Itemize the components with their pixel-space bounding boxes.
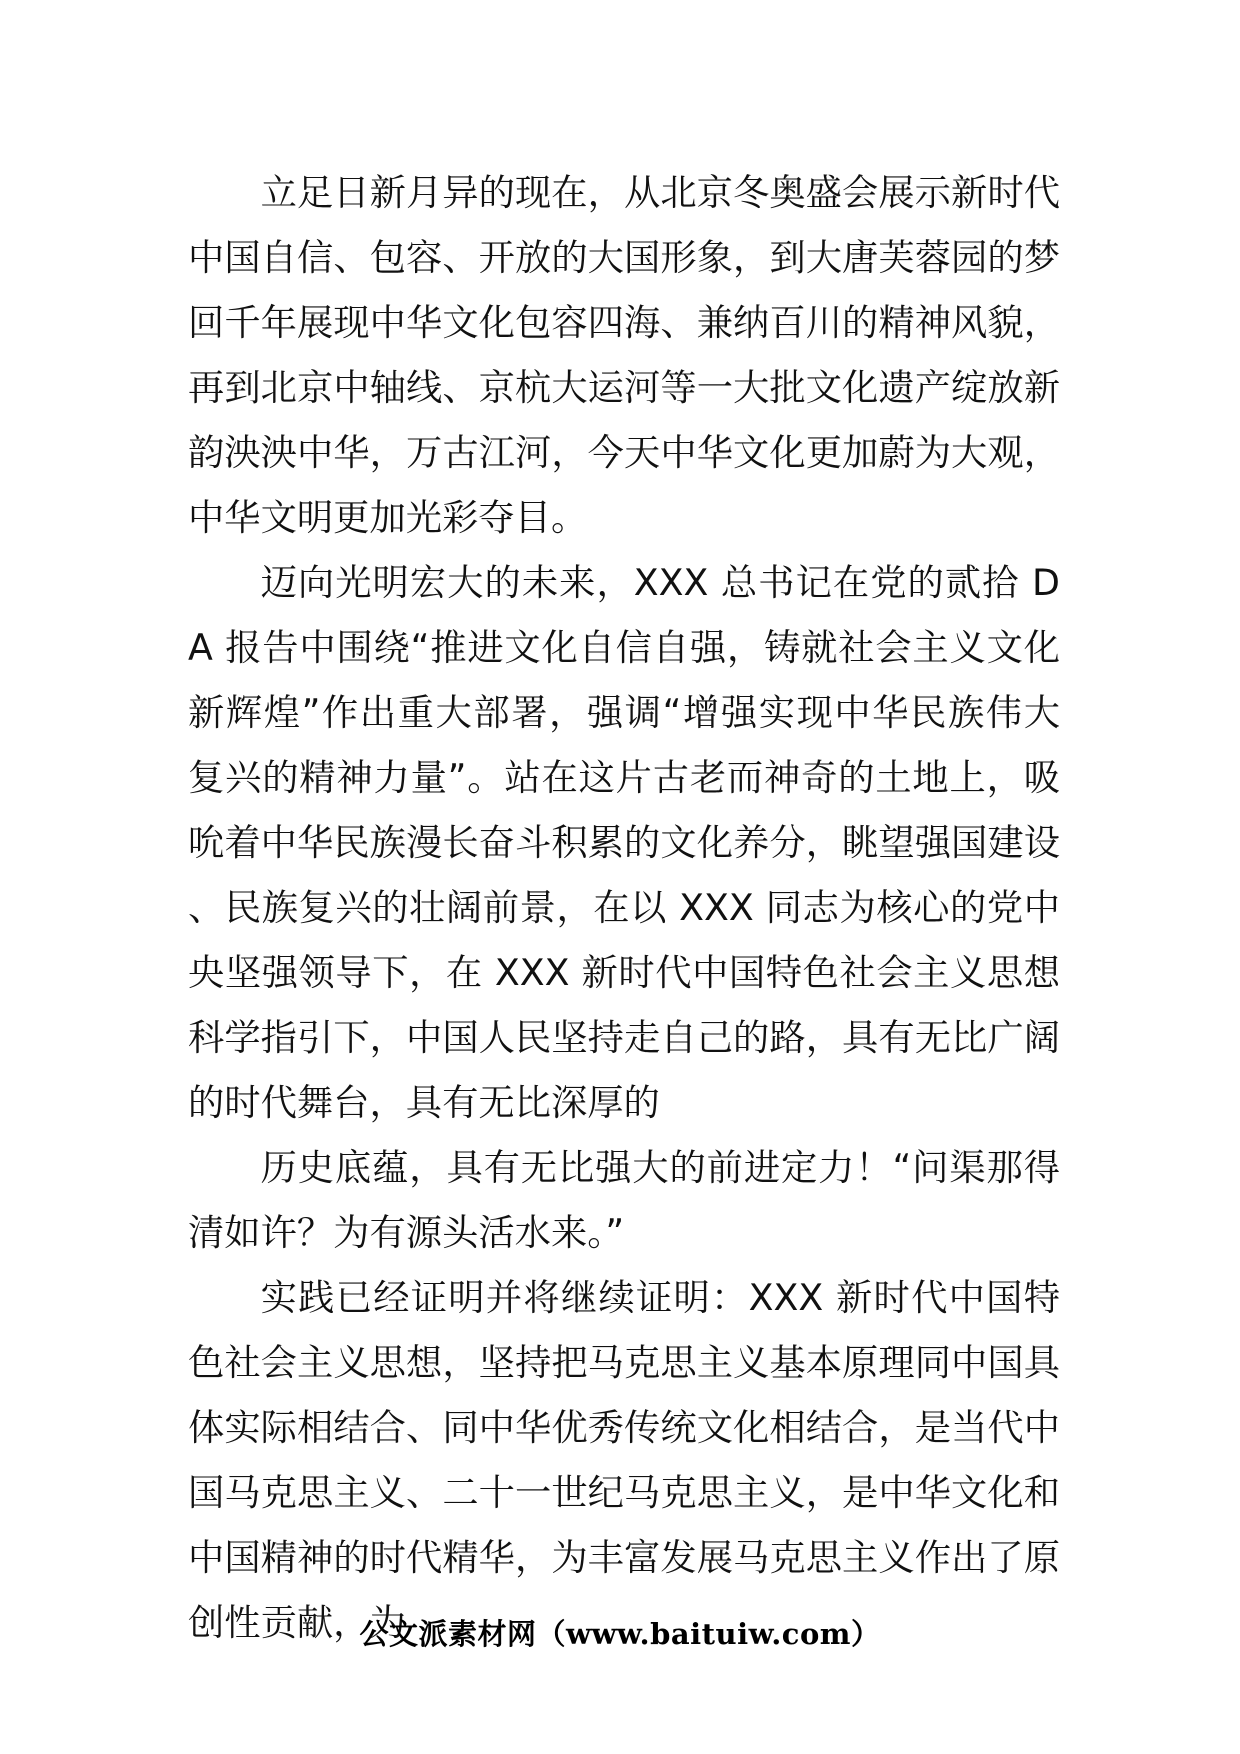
paragraph-4: 实践已经证明并将继续证明：XXX 新时代中国特色社会主义思想，坚持把马克思主义基本原理同中国具体实际相结合、同中华优秀传统文化相结合，是当代中国马克思主义、二十一世纪马克思主义，是中华文化和中国精神的时代精华，为丰富发展马克思主义作出了原创性贡献，为 xyxy=(188,1276,1060,1644)
paragraph-3: 历史底蕴，具有无比强大的前进定力！“问渠那得清如许？为有源头活水来。” xyxy=(188,1146,1060,1254)
paragraph-1: 立足日新月异的现在，从北京冬奥盛会展示新时代中国自信、包容、开放的大国形象，到大唐芙蓉园的梦回千年展现中华文化包容四海、兼纳百川的精神风貌，再到北京中轴线、京杭大运河等一大批文化遗产绽放新韵泱泱中华，万古江河，今天中华文化更加蔚为大观，中华文明更加光彩夺目。 xyxy=(188,171,1060,539)
document-body xyxy=(188,160,1060,1655)
footer-watermark: 公文派素材网（www.baituiw.com） xyxy=(359,1617,881,1651)
paragraph-2: 迈向光明宏大的未来，XXX 总书记在党的贰拾 DA 报告中围绕“推进文化自信自强，铸就社会主义文化新辉煌”作出重大部署，强调“增强实现中华民族伟大复兴的精神力量”。站在这片古老而神奇的土地上，吸吮着中华民族漫长奋斗积累的文化养分，眺望强国建设、民族复兴的壮阔前景，在以 XXX 同志为核心的党中央坚强领导下，在 XXX 新时代中国特色社会主义思想科学指引下，中国人民坚持走自己的路，具有无比广阔的时代舞台，具有无比深厚的 xyxy=(188,561,1060,1124)
